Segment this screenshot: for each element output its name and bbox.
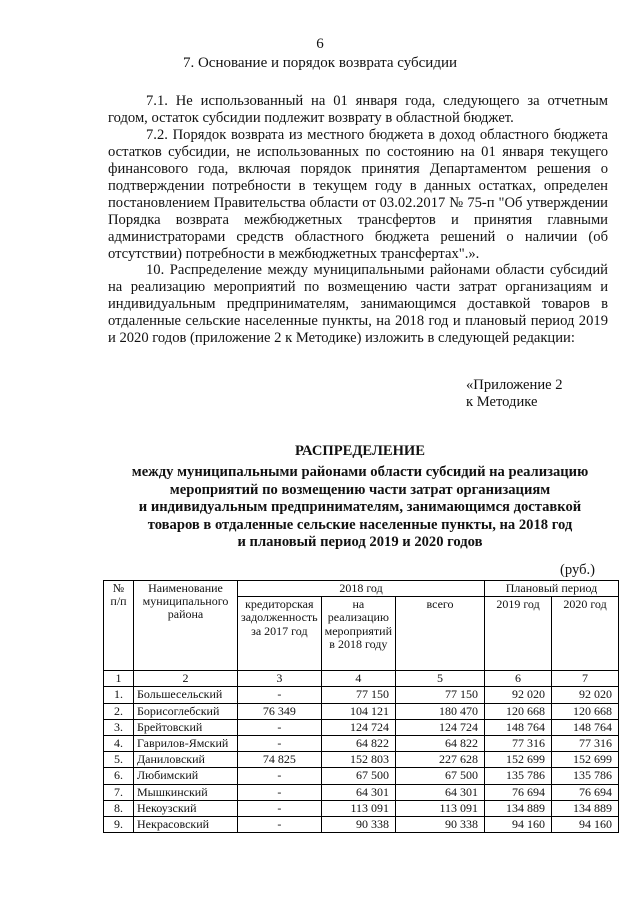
paragraph: 7.1. Не использованный на 01 января года, следующего за отчетным годом, остаток субсидии подлежит возврату в областной бюджет.	[108, 93, 608, 126]
column-number: 3	[238, 671, 322, 687]
row-2020: 94 160	[552, 817, 619, 833]
row-total: 64 822	[396, 736, 485, 752]
row-num: 2.	[104, 703, 134, 719]
row-2020: 152 699	[552, 752, 619, 768]
column-number: 1	[104, 671, 134, 687]
row-2019: 77 316	[485, 736, 552, 752]
row-num: 1.	[104, 687, 134, 703]
header-activities: на реализацию мероприятий в 2018 году	[321, 597, 395, 671]
row-2020: 148 764	[552, 719, 619, 735]
row-2019: 92 020	[485, 687, 552, 703]
row-activities: 113 091	[321, 800, 395, 816]
row-credit: -	[238, 768, 322, 784]
table-row	[104, 800, 619, 816]
row-num: 7.	[104, 784, 134, 800]
title-line: мероприятий по возмещению части затрат организациям	[169, 481, 551, 498]
table-row	[104, 817, 619, 833]
row-2019: 94 160	[485, 817, 552, 833]
row-credit: -	[238, 817, 322, 833]
row-2020: 92 020	[552, 687, 619, 703]
row-credit: -	[238, 719, 322, 735]
row-total: 77 150	[396, 687, 485, 703]
paragraph: 7.2. Порядок возврата из местного бюджета в доход областного бюджета остатков субсидии, не использованных по состоянию на 01 января текущего финансового года, включая порядок принятия Департаментом решения о подтверждении потребности в текущем году в данных остатках, определен постановлением Правительства области от 03.02.2017 № 75-п "Об утверждении Порядка возврата межбюджетных трансфертов и принятия главными администраторами средств областного бюджета решений о наличии (об отсутствии) потребности в межбюджетных трансфертах".».	[108, 127, 608, 262]
table-row	[104, 736, 619, 752]
distribution-title	[100, 443, 620, 551]
row-2020: 76 694	[552, 784, 619, 800]
row-total: 113 091	[396, 800, 485, 816]
header-credit: кредиторская задолженность за 2017 год	[238, 597, 322, 671]
row-num: 5.	[104, 752, 134, 768]
header-2018: 2018 год	[238, 581, 485, 597]
row-activities: 64 301	[321, 784, 395, 800]
row-activities: 77 150	[321, 687, 395, 703]
table-row	[104, 784, 619, 800]
row-name: Даниловский	[134, 752, 238, 768]
row-name: Любимский	[134, 768, 238, 784]
table-row	[104, 752, 619, 768]
row-activities: 64 822	[321, 736, 395, 752]
section-title: 7. Основание и порядок возврата субсидии	[182, 55, 458, 71]
paragraphs-section-7	[108, 93, 608, 263]
row-total: 180 470	[396, 703, 485, 719]
row-activities: 152 803	[321, 752, 395, 768]
row-2020: 135 786	[552, 768, 619, 784]
row-num: 3.	[104, 719, 134, 735]
row-2019: 134 889	[485, 800, 552, 816]
title-line: и плановый период 2019 и 2020 годов	[237, 534, 483, 551]
row-name: Мышкинский	[134, 784, 238, 800]
row-credit: 76 349	[238, 703, 322, 719]
row-activities: 104 121	[321, 703, 395, 719]
appendix-reference	[466, 377, 563, 411]
table-row	[104, 687, 619, 703]
row-name: Гаврилов-Ямский	[134, 736, 238, 752]
row-num: 9.	[104, 817, 134, 833]
row-name: Брейтовский	[134, 719, 238, 735]
row-activities: 67 500	[321, 768, 395, 784]
table-row	[104, 703, 619, 719]
column-number: 7	[552, 671, 619, 687]
header-planned: Плановый период	[485, 581, 619, 597]
row-2019: 148 764	[485, 719, 552, 735]
column-number: 5	[396, 671, 485, 687]
row-activities: 90 338	[321, 817, 395, 833]
row-2020: 134 889	[552, 800, 619, 816]
row-num: 8.	[104, 800, 134, 816]
row-total: 227 628	[396, 752, 485, 768]
header-2020: 2020 год	[552, 597, 619, 671]
row-name: Некрасовский	[134, 817, 238, 833]
table-row	[104, 719, 619, 735]
row-credit: -	[238, 800, 322, 816]
row-total: 67 500	[396, 768, 485, 784]
row-num: 4.	[104, 736, 134, 752]
header-num: № п/п	[104, 581, 134, 671]
row-credit: -	[238, 784, 322, 800]
row-total: 90 338	[396, 817, 485, 833]
subsidy-distribution-table	[103, 580, 619, 833]
currency-unit: (руб.)	[560, 562, 596, 578]
table-row	[104, 768, 619, 784]
appendix-line: к Методике	[466, 394, 538, 410]
row-2020: 120 668	[552, 703, 619, 719]
paragraphs-item-10	[108, 262, 608, 347]
column-number: 4	[321, 671, 395, 687]
title-line: между муниципальными районами области субсидий на реализацию	[131, 464, 589, 481]
title-line: РАСПРЕДЕЛЕНИЕ	[294, 443, 426, 459]
title-line: и индивидуальным предпринимателям, занимающимся доставкой	[138, 499, 582, 516]
page-number: 6	[316, 36, 324, 52]
row-name: Большесельский	[134, 687, 238, 703]
row-2019: 120 668	[485, 703, 552, 719]
row-credit: -	[238, 687, 322, 703]
header-name: Наименование муниципального района	[134, 581, 238, 671]
row-2019: 76 694	[485, 784, 552, 800]
column-number: 2	[134, 671, 238, 687]
row-2019: 135 786	[485, 768, 552, 784]
row-2020: 77 316	[552, 736, 619, 752]
row-credit: -	[238, 736, 322, 752]
header-total: всего	[396, 597, 485, 671]
header-2019: 2019 год	[485, 597, 552, 671]
row-name: Борисоглебский	[134, 703, 238, 719]
row-num: 6.	[104, 768, 134, 784]
title-line: товаров в отдаленные сельские населенные пункты, на 2018 год	[147, 516, 573, 533]
appendix-line: «Приложение 2	[466, 377, 563, 393]
row-name: Некоузский	[134, 800, 238, 816]
paragraph: 10. Распределение между муниципальными районами области субсидий на реализацию мероприятий по возмещению части затрат организациям и индивидуальным предпринимателям, занимающимся доставкой товаров в отдаленные сельские населенные пункты, на 2018 год и плановый период 2019 и 2020 годов (приложение 2 к Методике) изложить в следующей редакции:	[108, 262, 608, 346]
row-2019: 152 699	[485, 752, 552, 768]
row-total: 64 301	[396, 784, 485, 800]
row-credit: 74 825	[238, 752, 322, 768]
column-number: 6	[485, 671, 552, 687]
row-total: 124 724	[396, 719, 485, 735]
row-activities: 124 724	[321, 719, 395, 735]
